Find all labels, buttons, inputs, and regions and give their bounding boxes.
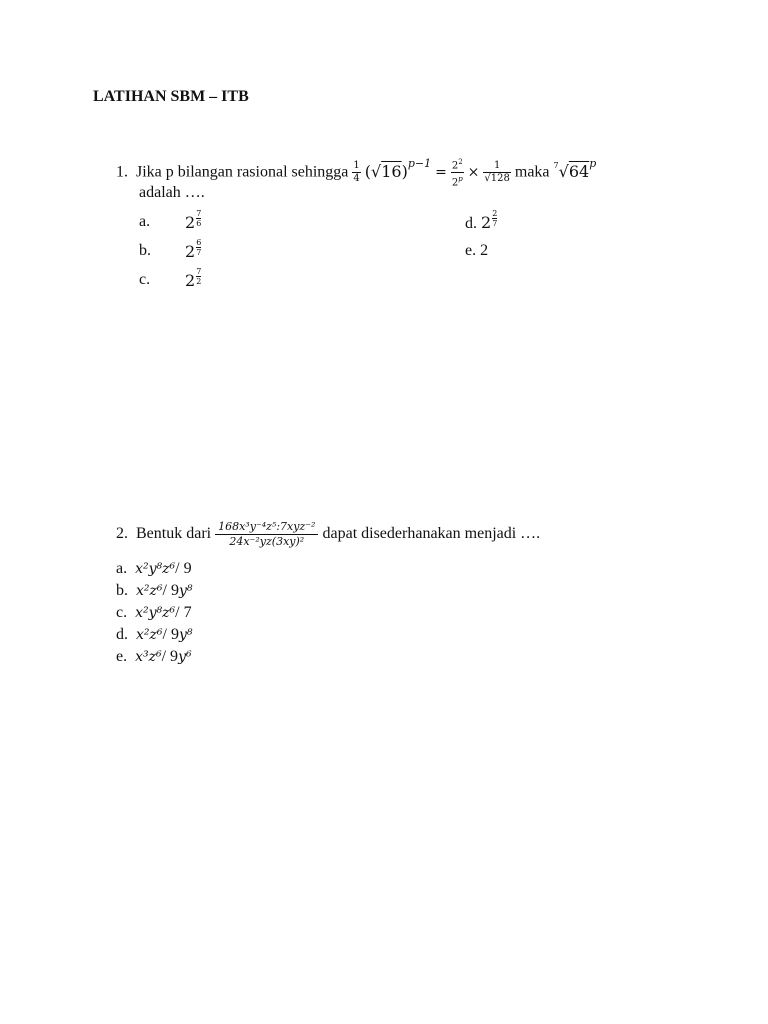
question-2-number: 2. xyxy=(116,525,128,543)
q2-option-c[interactable] xyxy=(116,604,192,622)
q1-times: × xyxy=(467,164,480,181)
option-label: c. xyxy=(139,271,151,288)
option-label: d. xyxy=(116,626,128,643)
question-1-intro: Jika p bilangan rasional sehingga xyxy=(136,163,349,181)
option-expr: x²z⁶ xyxy=(136,627,163,643)
option-expr2: y⁸ xyxy=(178,583,193,599)
option-value: 2 xyxy=(480,242,489,259)
q1-option-b-value: 2 $\frac{6}{7}$ xyxy=(185,238,202,261)
option-expr: x²y⁸z⁶ xyxy=(135,605,176,621)
q2-option-e[interactable] xyxy=(116,648,192,666)
q1-option-b[interactable] xyxy=(139,242,151,260)
option-label: a. xyxy=(116,560,128,577)
option-rest: / 7 xyxy=(175,604,192,621)
q1-option-a[interactable] xyxy=(139,213,150,231)
option-label: b. xyxy=(139,242,151,259)
q2-option-d[interactable] xyxy=(116,626,192,644)
option-expr: x³z⁶ xyxy=(135,649,162,665)
q1-fraction-power: $\frac{2^2}{2^p}$ xyxy=(451,158,463,189)
q1-option-c[interactable] xyxy=(139,271,150,289)
q1-option-d[interactable]: d. 2 $\frac{2}{7}$ xyxy=(465,209,498,232)
question-2 xyxy=(116,520,540,549)
q1-option-e[interactable] xyxy=(465,242,488,260)
q1-fraction-root128: $\frac{1}{√128}$ xyxy=(484,160,510,185)
q1-option-c-value: 2 $\frac{7}{2}$ xyxy=(185,267,202,290)
q1-option-a-value: 2 $\frac{7}{6}$ xyxy=(185,209,202,232)
question-1-tail: adalah …. xyxy=(139,184,205,201)
page-title: LATIHAN SBM – ITB xyxy=(93,88,249,105)
option-rest: / 9 xyxy=(175,560,192,577)
q1-maka: maka xyxy=(514,163,550,181)
q2-option-b[interactable] xyxy=(116,582,192,600)
option-expr2: y⁶ xyxy=(178,649,192,665)
q1-fraction-quarter: $\frac{1}{4}$ xyxy=(353,160,360,185)
q2-fraction: $\frac{\text{168x³y⁻⁴z⁵:7xyz⁻²}}{\text{24x⁻²yz(3xy)²}}$ xyxy=(215,520,318,549)
option-rest: / 9 xyxy=(162,626,179,643)
q2-option-a[interactable] xyxy=(116,560,192,578)
option-label: e. xyxy=(116,648,128,665)
q1-equals: = xyxy=(435,164,447,181)
option-expr: x²z⁶ xyxy=(136,583,163,599)
question-2-tail: dapat disederhanakan menjadi …. xyxy=(322,525,541,543)
q1-sqrt-16: $(√16)^{p-1}$ xyxy=(364,157,432,181)
option-rest: / 9 xyxy=(162,582,179,599)
option-rest: / 9 xyxy=(161,648,179,665)
option-label: b. xyxy=(116,582,128,599)
option-label: a. xyxy=(139,213,151,230)
option-label: c. xyxy=(116,604,128,621)
question-2-intro: Bentuk dari xyxy=(136,525,212,543)
option-label: d. xyxy=(465,215,477,232)
option-expr2: y⁸ xyxy=(178,627,193,643)
q1-root-64: $^7$√64$^p$ xyxy=(553,157,597,181)
question-1-number: 1. xyxy=(116,163,128,181)
option-expr: x²y⁸z⁶ xyxy=(135,561,176,577)
option-label: e. xyxy=(465,242,477,259)
